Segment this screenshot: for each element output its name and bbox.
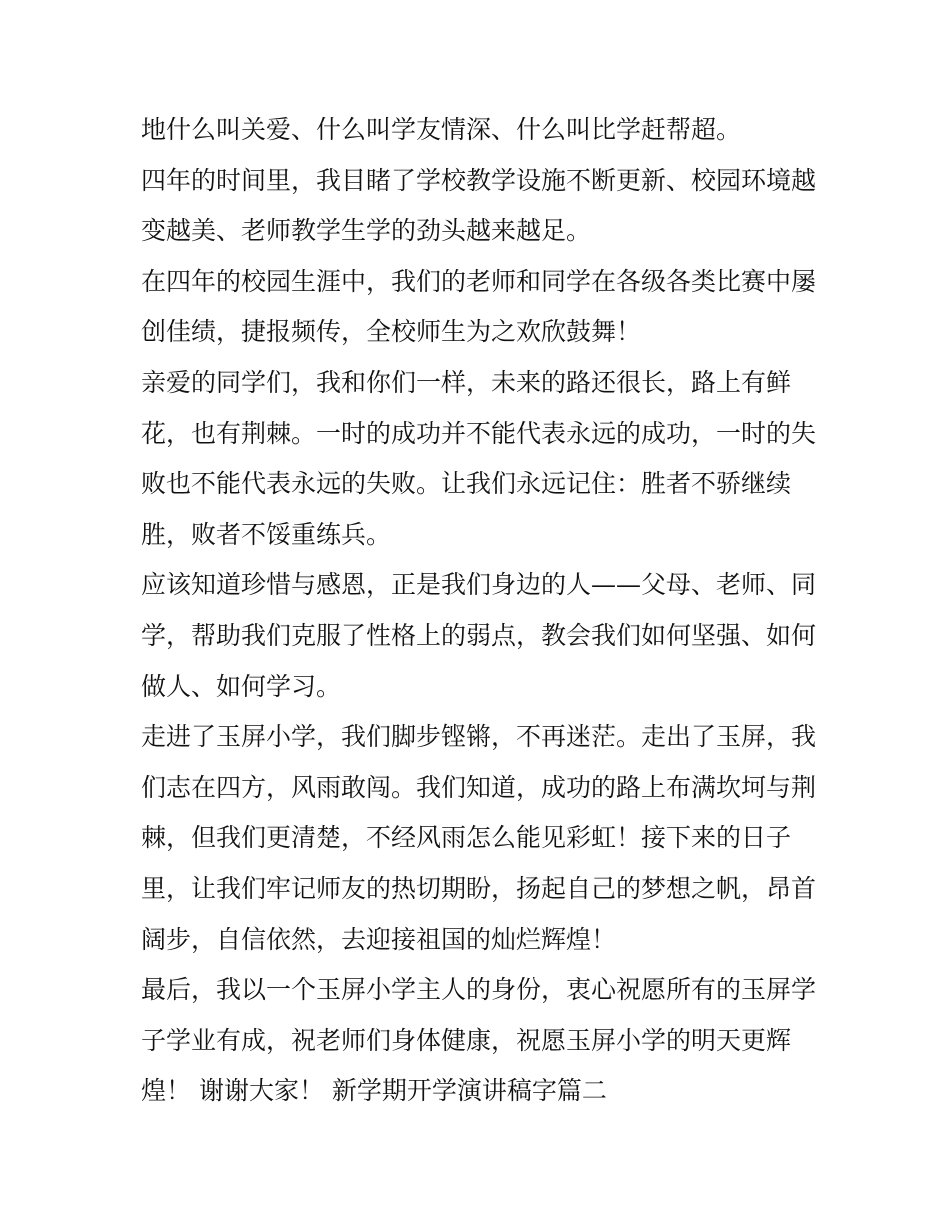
text-line-3: 变越美、老师教学生学的劲头越来越足。 xyxy=(141,216,592,246)
text-line-7: 花，也有荆棘。一时的成功并不能代表永远的成功，一时的失 xyxy=(141,418,817,448)
text-line-5: 创佳绩，捷报频传，全校师生为之欢欣鼓舞！ xyxy=(141,317,642,347)
text-line-2: 四年的时间里，我目睹了学校教学设施不断更新、校园环境越 xyxy=(141,165,817,195)
text-line-1: 地什么叫关爱、什么叫学友情深、什么叫比学赶帮超。 xyxy=(141,115,742,144)
text-line-20: 煌！ 谢谢大家！ 新学期开学演讲稿字篇二 xyxy=(141,1076,607,1106)
text-line-9: 胜，败者不馁重练兵。 xyxy=(141,519,392,549)
text-line-14: 们志在四方，风雨敢闯。我们知道，成功的路上布满坎坷与荆 xyxy=(141,772,817,802)
text-line-11: 学，帮助我们克服了性格上的弱点，教会我们如何坚强、如何 xyxy=(141,620,817,650)
text-line-13: 走进了玉屏小学，我们脚步铿锵，不再迷茫。走出了玉屏，我 xyxy=(141,722,817,752)
text-line-17: 阔步，自信依然，去迎接祖国的灿烂辉煌！ xyxy=(141,924,617,954)
text-line-8: 败也不能代表永远的失败。让我们永远记住：胜者不骄继续 xyxy=(141,469,792,499)
text-line-10: 应该知道珍惜与感恩，正是我们身边的人——父母、老师、同 xyxy=(141,570,817,600)
text-line-18: 最后，我以一个玉屏小学主人的身份，衷心祝愿所有的玉屏学 xyxy=(141,975,817,1005)
text-line-16: 里，让我们牢记师友的热切期盼，扬起自己的梦想之帆，昂首 xyxy=(141,873,817,903)
text-line-4: 在四年的校园生涯中，我们的老师和同学在各级各类比赛中屡 xyxy=(141,266,817,296)
text-line-19: 子学业有成，祝老师们身体健康，祝愿玉屏小学的明天更辉 xyxy=(141,1025,792,1055)
document-body xyxy=(141,105,821,1117)
text-line-12: 做人、如何学习。 xyxy=(141,671,342,701)
text-line-15: 棘，但我们更清楚，不经风雨怎么能见彩虹！接下来的日子 xyxy=(141,823,792,853)
text-line-6: 亲爱的同学们，我和你们一样，未来的路还很长，路上有鲜 xyxy=(141,367,792,397)
